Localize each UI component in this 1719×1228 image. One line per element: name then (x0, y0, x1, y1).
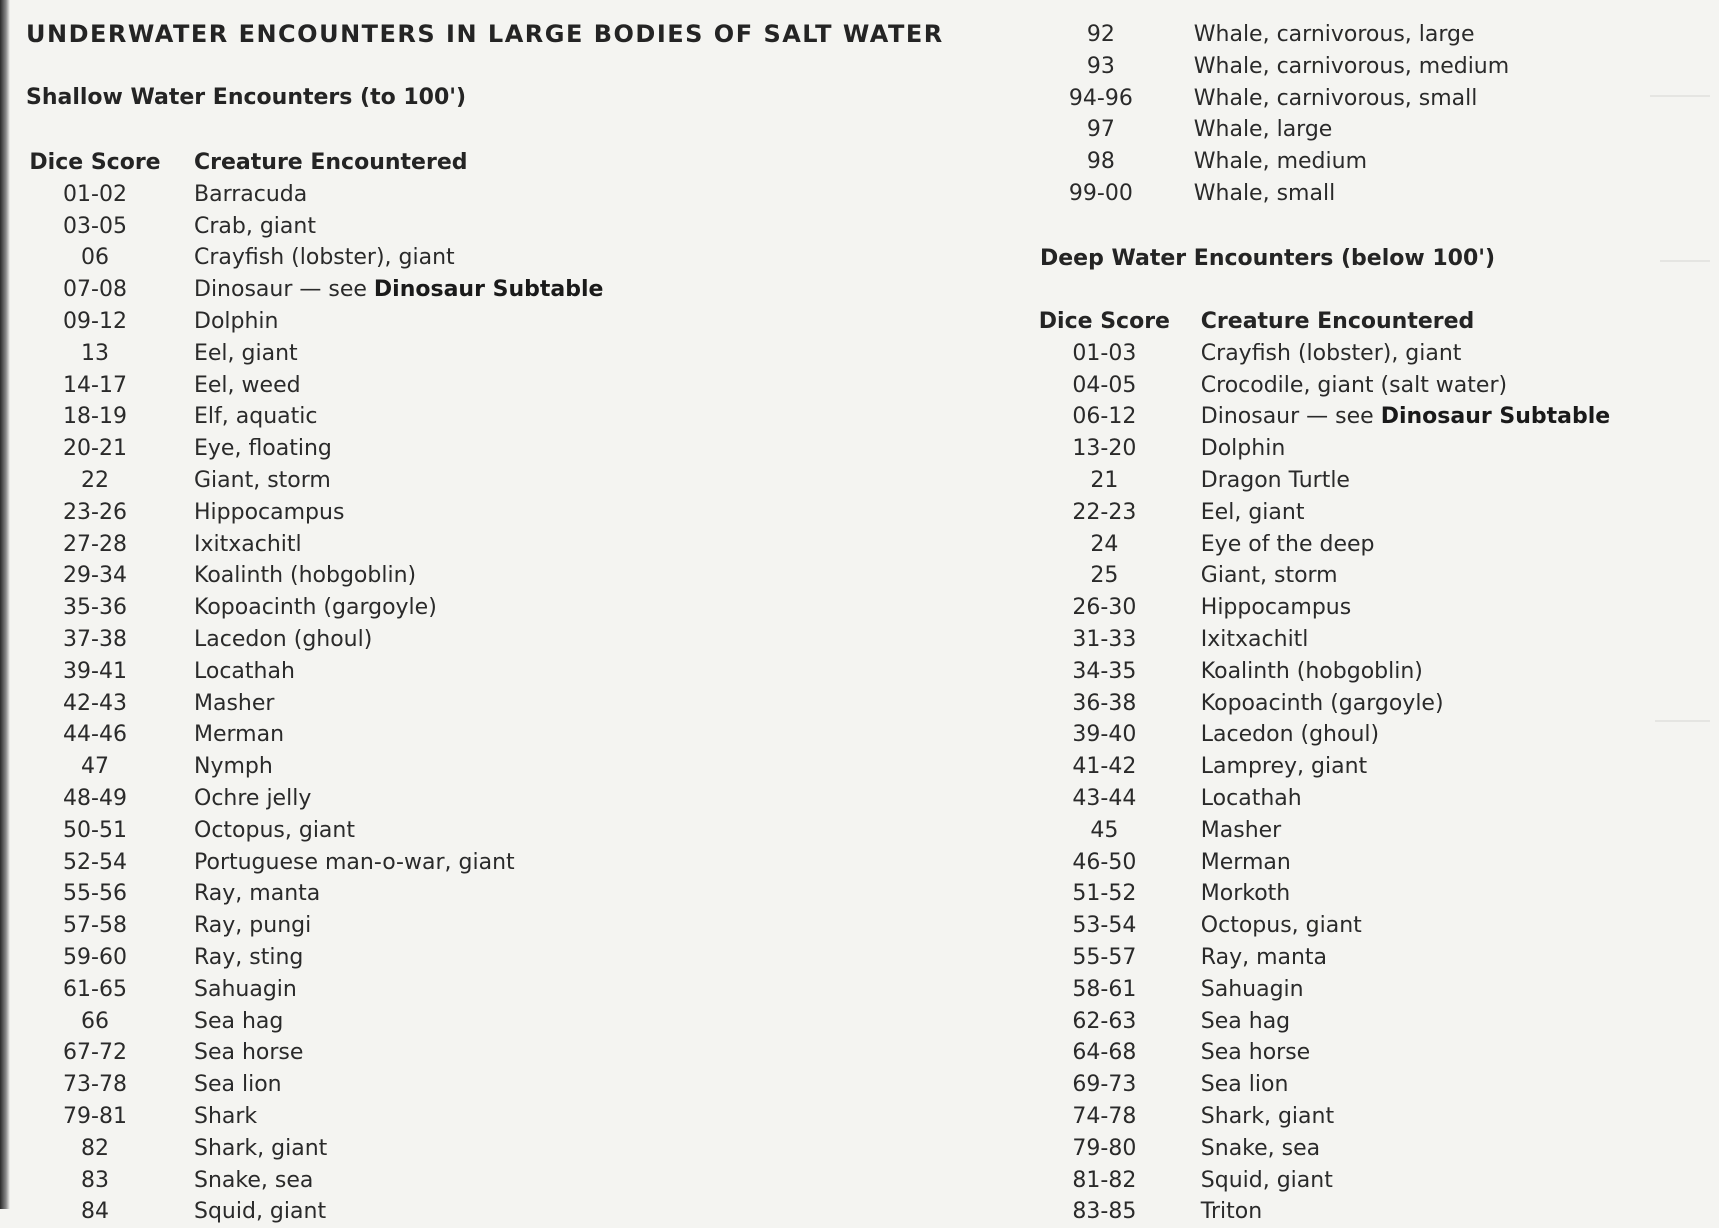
creature-cell (170, 1006, 754, 1038)
dice-score-cell: 25 (1090, 563, 1119, 589)
creature-name: Nymph (194, 754, 273, 780)
dice-score-cell: 47 (81, 754, 109, 780)
dice-score-cell: 83 (81, 1167, 109, 1193)
table-row (1032, 719, 1719, 751)
creature-name: Shark, giant (194, 1135, 328, 1161)
creature-name: Sea horse (1200, 1040, 1311, 1066)
dice-score-cell: 13 (81, 340, 109, 366)
table-row (20, 783, 754, 815)
creature-name: Ixitxachitl (194, 531, 302, 557)
creature-cell (1177, 560, 1719, 592)
creature-name: Sahuagin (1200, 976, 1304, 1002)
creature-name: Snake, sea (194, 1167, 314, 1193)
creature-name: Whale, large (1193, 117, 1333, 143)
creature-name: Morkoth (1200, 881, 1291, 907)
creature-cell (170, 433, 754, 465)
dice-score-cell: 42-43 (63, 690, 127, 716)
creature-cell (1177, 497, 1719, 529)
table-row (1032, 1037, 1719, 1069)
dice-score-cell: 46-50 (1072, 849, 1137, 875)
creature-cell (1177, 656, 1719, 688)
table-row (1032, 624, 1719, 656)
creature-name: Octopus, giant (194, 817, 355, 843)
table-row (1032, 401, 1719, 433)
creature-cell (1177, 433, 1719, 465)
creature-name: Eye, floating (194, 436, 332, 462)
creature-cell (170, 211, 754, 243)
creature-name: Dragon Turtle (1200, 467, 1350, 493)
creature-name: Dinosaur — see (194, 277, 367, 303)
creature-cell (170, 560, 754, 592)
creature-name: Ray, manta (194, 881, 321, 907)
table-row (1032, 751, 1719, 783)
table-row (1032, 1069, 1719, 1101)
dice-score-cell: 98 (1086, 149, 1115, 175)
creature-name: Ray, manta (1200, 944, 1328, 970)
creature-cell (1177, 338, 1719, 370)
dice-score-cell: 36-38 (1072, 690, 1137, 716)
creature-name: Whale, small (1193, 180, 1336, 206)
creature-cell (1177, 1133, 1719, 1165)
dice-score-cell: 57-58 (63, 913, 127, 939)
subtable-reference: Dinosaur Subtable (1380, 404, 1611, 430)
dice-score-cell: 45 (1090, 817, 1119, 843)
table-row (1032, 114, 1719, 146)
dice-score-cell: 04-05 (1072, 372, 1137, 398)
shallow-water-table-continued (1032, 19, 1719, 210)
table-row (20, 878, 754, 910)
dice-score-cell: 55-56 (63, 881, 127, 907)
dice-score-cell: 81-82 (1072, 1167, 1137, 1193)
dice-score-cell: 62-63 (1072, 1008, 1137, 1034)
dice-score-cell: 39-41 (63, 658, 127, 684)
creature-name: Dolphin (1200, 436, 1286, 462)
creature-name: Giant, storm (1200, 563, 1338, 589)
dice-score-cell: 61-65 (63, 976, 127, 1002)
table-row (20, 592, 754, 624)
table-row (1032, 592, 1719, 624)
table-row (1032, 51, 1719, 83)
creature-name: Barracuda (194, 181, 308, 207)
creature-name: Elf, aquatic (194, 404, 318, 430)
table-row (20, 1133, 754, 1165)
table-row (20, 497, 754, 529)
dice-score-cell: 66 (81, 1008, 109, 1034)
creature-name: Ray, pungi (194, 913, 312, 939)
creature-name: Hippocampus (1200, 595, 1352, 621)
creature-name: Sea horse (194, 1040, 304, 1066)
creature-name: Crayfish (lobster), giant (194, 245, 455, 271)
dice-score-cell: 06 (81, 245, 109, 271)
dice-score-cell: 14-17 (63, 372, 127, 398)
dice-score-cell: 09-12 (63, 308, 127, 334)
table-row (20, 560, 754, 592)
dice-score-cell: 50-51 (63, 817, 127, 843)
creature-name: Koalinth (hobgoblin) (194, 563, 417, 589)
dice-score-cell: 59-60 (63, 944, 127, 970)
table-row (20, 942, 754, 974)
table-row (20, 1069, 754, 1101)
table-row (1032, 1165, 1719, 1197)
creature-cell (1177, 688, 1719, 720)
creature-name: Whale, carnivorous, medium (1193, 53, 1510, 79)
creature-cell (170, 1196, 754, 1228)
dice-score-cell: 37-38 (63, 626, 127, 652)
creature-cell (1177, 624, 1719, 656)
dice-score-cell: 20-21 (63, 436, 127, 462)
page-title: UNDERWATER ENCOUNTERS IN LARGE BODIES OF SALT WATER (26, 20, 944, 48)
creature-header: Creature Encountered (194, 150, 468, 175)
creature-name: Eye of the deep (1200, 531, 1375, 557)
dice-score-cell: 52-54 (63, 849, 127, 875)
table-row (20, 242, 754, 274)
creature-name: Eel, weed (194, 372, 301, 398)
table-row (20, 688, 754, 720)
creature-cell (170, 783, 754, 815)
table-row (20, 179, 754, 211)
creature-cell (1177, 910, 1719, 942)
show-through-mark (1660, 260, 1710, 262)
creature-cell (1170, 51, 1719, 83)
creature-cell (170, 1165, 754, 1197)
creature-name: Crayfish (lobster), giant (1200, 340, 1462, 366)
table-row (1032, 1133, 1719, 1165)
creature-name: Snake, sea (1200, 1135, 1321, 1161)
table-row (20, 401, 754, 433)
creature-name: Shark, giant (1200, 1103, 1335, 1129)
creature-cell (170, 1101, 754, 1133)
creature-name: Masher (194, 690, 275, 716)
dice-score-cell: 73-78 (63, 1072, 127, 1098)
dice-score-cell: 26-30 (1072, 595, 1137, 621)
creature-cell (170, 401, 754, 433)
table-row (20, 274, 754, 306)
creature-name: Ochre jelly (194, 785, 312, 811)
table-header-row (20, 147, 754, 179)
shallow-water-table (20, 147, 754, 1228)
table-row (20, 529, 754, 561)
dice-score-cell: 35-36 (63, 595, 127, 621)
dice-score-cell: 44-46 (63, 722, 127, 748)
creature-name: Lacedon (ghoul) (194, 626, 373, 652)
dice-score-cell: 97 (1086, 117, 1115, 143)
dice-score-cell: 67-72 (63, 1040, 127, 1066)
table-row (20, 1037, 754, 1069)
table-row (1032, 1101, 1719, 1133)
dice-score-cell: 79-81 (63, 1103, 127, 1129)
creature-name: Ixitxachitl (1200, 626, 1309, 652)
dice-score-cell: 06-12 (1072, 404, 1137, 430)
creature-cell (170, 656, 754, 688)
creature-name: Sahuagin (194, 976, 297, 1002)
dice-score-cell: 24 (1090, 531, 1119, 557)
creature-name: Whale, carnivorous, large (1193, 22, 1475, 47)
subtable-reference: Dinosaur Subtable (373, 277, 604, 303)
creature-cell (170, 847, 754, 879)
creature-cell (1177, 1069, 1719, 1101)
creature-cell (1177, 815, 1719, 847)
creature-cell (170, 592, 754, 624)
table-row (1032, 974, 1719, 1006)
table-row (20, 719, 754, 751)
table-row (1032, 815, 1719, 847)
dice-score-cell: 92 (1086, 22, 1115, 47)
creature-cell (1177, 719, 1719, 751)
creature-cell (1177, 1037, 1719, 1069)
dice-score-cell: 79-80 (1072, 1135, 1137, 1161)
creature-cell (1177, 1196, 1719, 1228)
dice-score-cell: 64-68 (1072, 1040, 1137, 1066)
dice-score-cell: 51-52 (1072, 881, 1137, 907)
creature-name: Sea hag (194, 1008, 284, 1034)
creature-name: Locathah (1200, 785, 1302, 811)
creature-cell (170, 465, 754, 497)
table-row (1032, 83, 1719, 115)
creature-cell (170, 179, 754, 211)
creature-cell (170, 338, 754, 370)
creature-name: Masher (1200, 817, 1282, 843)
deep-water-heading: Deep Water Encounters (below 100') (1040, 246, 1496, 271)
table-row (1032, 688, 1719, 720)
dice-score-cell: 29-34 (63, 563, 127, 589)
creature-name: Lacedon (ghoul) (1200, 722, 1380, 748)
table-row (1032, 656, 1719, 688)
creature-name: Eel, giant (1200, 499, 1305, 525)
creature-name: Dolphin (194, 308, 279, 334)
creature-cell (1170, 114, 1719, 146)
creature-cell (170, 274, 754, 306)
table-row (1032, 433, 1719, 465)
table-row (20, 656, 754, 688)
shallow-water-heading: Shallow Water Encounters (to 100') (26, 85, 467, 110)
creature-cell (1177, 783, 1719, 815)
creature-cell (1177, 942, 1719, 974)
table-row (1032, 942, 1719, 974)
creature-name: Sea hag (1200, 1008, 1291, 1034)
dice-score-cell: 03-05 (63, 213, 127, 239)
creature-header: Creature Encountered (1200, 309, 1475, 334)
table-header-row (1032, 306, 1719, 338)
dice-score-cell: 21 (1090, 467, 1119, 493)
dice-score-cell: 01-02 (63, 181, 127, 207)
creature-name: Dinosaur — see (1200, 404, 1374, 430)
table-row (20, 370, 754, 402)
creature-cell (1177, 1165, 1719, 1197)
creature-cell (170, 974, 754, 1006)
dice-score-cell: 01-03 (1072, 340, 1137, 366)
dice-score-cell: 22-23 (1072, 499, 1137, 525)
dice-score-header: Dice Score (1038, 309, 1170, 334)
dice-score-cell: 93 (1086, 53, 1115, 79)
table-row (1032, 878, 1719, 910)
table-row (1032, 497, 1719, 529)
creature-cell (1177, 592, 1719, 624)
creature-name: Sea lion (1200, 1072, 1289, 1098)
dice-score-cell: 53-54 (1072, 913, 1137, 939)
creature-cell (1177, 751, 1719, 783)
creature-cell (1170, 178, 1719, 210)
table-row (1032, 178, 1719, 210)
creature-name: Crab, giant (194, 213, 316, 239)
table-row (1032, 19, 1719, 51)
dice-score-cell: 55-57 (1072, 944, 1137, 970)
creature-name: Shark (194, 1103, 258, 1129)
table-row (20, 751, 754, 783)
creature-name: Kopoacinth (gargoyle) (1200, 690, 1444, 716)
creature-cell (170, 688, 754, 720)
creature-name: Portuguese man-o-war, giant (194, 849, 515, 875)
creature-name: Koalinth (hobgoblin) (1200, 658, 1423, 684)
creature-cell (170, 1069, 754, 1101)
table-row (20, 433, 754, 465)
table-row (1032, 1196, 1719, 1228)
dice-score-cell: 23-26 (63, 499, 127, 525)
creature-name: Squid, giant (1200, 1167, 1333, 1193)
creature-cell (170, 370, 754, 402)
table-row (20, 1196, 754, 1228)
creature-cell (170, 497, 754, 529)
table-row (1032, 529, 1719, 561)
table-row (20, 624, 754, 656)
creature-name: Crocodile, giant (salt water) (1200, 372, 1508, 398)
table-row (20, 847, 754, 879)
page-edge-shadow (0, 0, 10, 1209)
creature-cell (1177, 529, 1719, 561)
table-row (20, 338, 754, 370)
creature-cell (170, 306, 754, 338)
dice-score-cell: 83-85 (1072, 1199, 1137, 1225)
creature-name: Hippocampus (194, 499, 345, 525)
dice-score-cell: 94-96 (1068, 85, 1133, 111)
table-row (1032, 910, 1719, 942)
table-row (1032, 338, 1719, 370)
table-row (20, 974, 754, 1006)
creature-name: Squid, giant (194, 1199, 327, 1225)
creature-cell (1170, 19, 1719, 51)
creature-cell (170, 719, 754, 751)
creature-cell (1177, 401, 1719, 433)
table-row (20, 910, 754, 942)
creature-cell (1170, 83, 1719, 115)
deep-water-table (1032, 306, 1719, 1228)
creature-cell (1177, 878, 1719, 910)
creature-cell (1177, 1006, 1719, 1038)
creature-cell (170, 942, 754, 974)
dice-score-cell: 31-33 (1072, 626, 1137, 652)
creature-name: Kopoacinth (gargoyle) (194, 595, 437, 621)
shallow-water-rows (20, 179, 754, 1228)
table-row (1032, 847, 1719, 879)
table-row (1032, 465, 1719, 497)
creature-cell (170, 878, 754, 910)
dice-score-cell: 84 (81, 1199, 109, 1225)
creature-name: Whale, carnivorous, small (1193, 85, 1478, 111)
creature-name: Giant, storm (194, 467, 331, 493)
creature-cell (170, 242, 754, 274)
creature-name: Whale, medium (1193, 149, 1367, 175)
creature-cell (1177, 974, 1719, 1006)
dice-score-cell: 18-19 (63, 404, 127, 430)
table-row (20, 465, 754, 497)
dice-score-cell: 48-49 (63, 785, 127, 811)
table-row (1032, 370, 1719, 402)
table-row (20, 306, 754, 338)
table-row (20, 1006, 754, 1038)
dice-score-cell: 27-28 (63, 531, 127, 557)
table-row (20, 211, 754, 243)
table-row (1032, 783, 1719, 815)
dice-score-cell: 07-08 (63, 277, 127, 303)
dice-score-cell: 43-44 (1072, 785, 1137, 811)
table-row (20, 1101, 754, 1133)
creature-cell (1177, 847, 1719, 879)
creature-cell (170, 1133, 754, 1165)
creature-cell (1177, 370, 1719, 402)
dice-score-cell: 22 (81, 467, 109, 493)
creature-name: Octopus, giant (1200, 913, 1362, 939)
table-row (1032, 146, 1719, 178)
creature-name: Triton (1200, 1199, 1263, 1225)
dice-score-cell: 74-78 (1072, 1103, 1137, 1129)
dice-score-cell: 58-61 (1072, 976, 1137, 1002)
creature-cell (1177, 465, 1719, 497)
shallow-water-rows-continued (1032, 19, 1719, 210)
dice-score-cell: 69-73 (1072, 1072, 1137, 1098)
dice-score-cell: 34-35 (1072, 658, 1137, 684)
creature-name: Merman (1200, 849, 1291, 875)
dice-score-cell: 39-40 (1072, 722, 1137, 748)
creature-cell (1177, 1101, 1719, 1133)
creature-cell (170, 1037, 754, 1069)
creature-cell (170, 529, 754, 561)
creature-cell (170, 751, 754, 783)
creature-cell (170, 910, 754, 942)
dice-score-cell: 13-20 (1072, 436, 1137, 462)
dice-score-cell: 41-42 (1072, 754, 1137, 780)
creature-name: Merman (194, 722, 285, 748)
dice-score-header: Dice Score (29, 150, 161, 175)
table-row (20, 1165, 754, 1197)
creature-cell (170, 815, 754, 847)
creature-name: Locathah (194, 658, 295, 684)
dice-score-cell: 99-00 (1068, 180, 1133, 206)
creature-cell (1170, 146, 1719, 178)
creature-name: Lamprey, giant (1200, 754, 1368, 780)
creature-name: Eel, giant (194, 340, 298, 366)
dice-score-cell: 82 (81, 1135, 109, 1161)
table-row (1032, 560, 1719, 592)
table-row (20, 815, 754, 847)
creature-name: Ray, sting (194, 944, 304, 970)
creature-cell (170, 624, 754, 656)
creature-name: Sea lion (194, 1072, 282, 1098)
table-row (1032, 1006, 1719, 1038)
deep-water-rows (1032, 338, 1719, 1228)
